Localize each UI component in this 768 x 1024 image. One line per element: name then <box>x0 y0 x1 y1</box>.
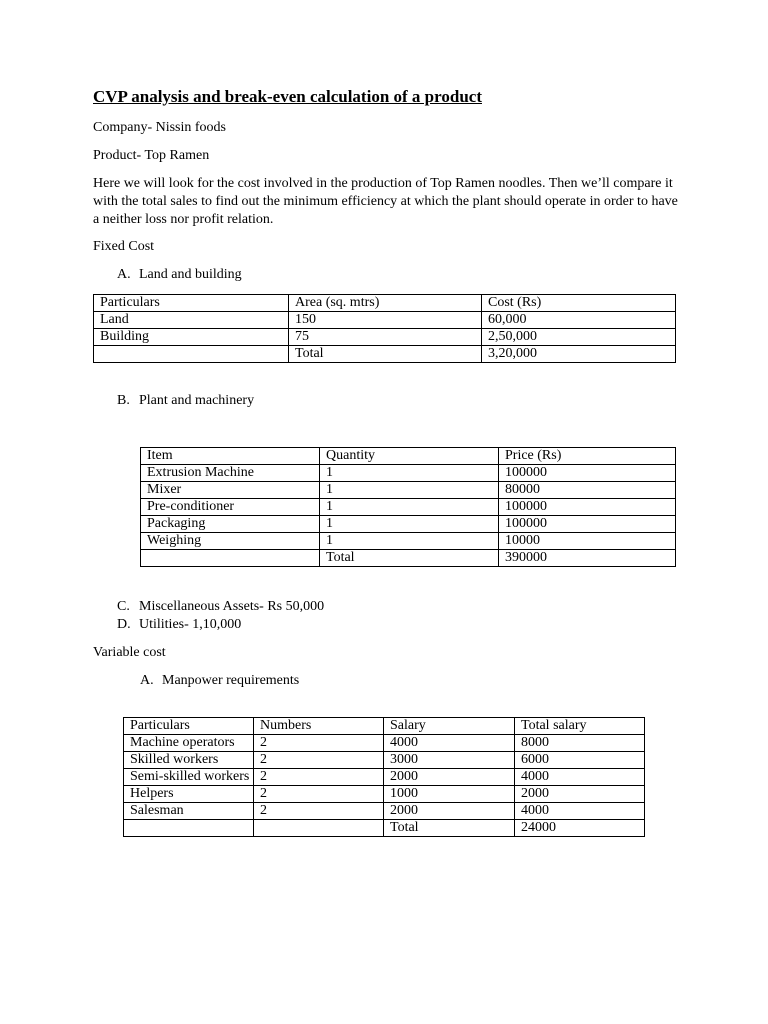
table-cell: Packaging <box>141 516 320 533</box>
table-header-row <box>94 295 676 312</box>
table-cell: 2000 <box>384 769 515 786</box>
table-cell: 2000 <box>515 786 645 803</box>
table-header-cell: Cost (Rs) <box>482 295 676 312</box>
table-cell: Machine operators <box>124 735 254 752</box>
company-line: Company- Nissin foods <box>93 120 226 135</box>
table-header-cell: Particulars <box>94 295 289 312</box>
intro-paragraph: Here we will look for the cost involved in the production of Top Ramen noodles. Then we’ll compare it with the total sales to find out the minimum efficiency at which the plant should operate in order to have a neither loss nor profit relation. <box>93 176 678 227</box>
item-label: Plant and machinery <box>139 393 255 408</box>
item-label: Land and building <box>139 267 242 282</box>
item-letter: B. <box>117 393 130 408</box>
table-header-cell: Salary <box>384 718 515 735</box>
table-cell: 2 <box>254 769 384 786</box>
product-line: Product- Top Ramen <box>93 148 210 163</box>
table-cell: Extrusion Machine <box>141 465 320 482</box>
table-header-cell: Numbers <box>254 718 384 735</box>
table-cell: 75 <box>289 329 482 346</box>
variable-item-a <box>140 672 299 689</box>
table-cell: 1 <box>320 533 499 550</box>
plant-machinery-table <box>140 447 676 567</box>
table-cell: 80000 <box>499 482 676 499</box>
table-cell: 60,000 <box>482 312 676 329</box>
table-cell: 2000 <box>384 803 515 820</box>
table-cell: Total <box>289 346 482 363</box>
table-row <box>124 735 645 752</box>
table-header-cell: Quantity <box>320 448 499 465</box>
table-cell: 3,20,000 <box>482 346 676 363</box>
table-header-cell: Total salary <box>515 718 645 735</box>
fixed-cost-heading: Fixed Cost <box>93 239 155 254</box>
table-cell: Pre-conditioner <box>141 499 320 516</box>
table-cell: 100000 <box>499 465 676 482</box>
table-cell: Land <box>94 312 289 329</box>
table-header-cell: Price (Rs) <box>499 448 676 465</box>
table-cell: 2 <box>254 735 384 752</box>
table-cell: 24000 <box>515 820 645 837</box>
table-cell: 8000 <box>515 735 645 752</box>
table-row <box>124 803 645 820</box>
table-cell: 1000 <box>384 786 515 803</box>
table-cell: Skilled workers <box>124 752 254 769</box>
table-row <box>141 499 676 516</box>
table-cell: 390000 <box>499 550 676 567</box>
table-cell: 1 <box>320 499 499 516</box>
table-cell: Salesman <box>124 803 254 820</box>
table-row <box>124 786 645 803</box>
item-label: Utilities- 1,10,000 <box>139 617 242 632</box>
page-title: CVP analysis and break-even calculation of a product <box>93 87 482 106</box>
table-row <box>124 752 645 769</box>
table-cell: 4000 <box>515 803 645 820</box>
item-letter: A. <box>117 267 131 282</box>
table-cell <box>94 346 289 363</box>
variable-cost-heading: Variable cost <box>93 645 166 660</box>
table-row <box>141 465 676 482</box>
table-cell: Semi-skilled workers <box>124 769 254 786</box>
table-row <box>124 769 645 786</box>
table-cell: 100000 <box>499 499 676 516</box>
fixed-item-b <box>117 392 254 409</box>
table-cell <box>254 820 384 837</box>
table-header-cell: Item <box>141 448 320 465</box>
fixed-item-c <box>117 598 324 615</box>
item-label: Manpower requirements <box>162 673 300 688</box>
table-cell: 1 <box>320 516 499 533</box>
table-cell: Total <box>320 550 499 567</box>
table-header-cell: Particulars <box>124 718 254 735</box>
table-cell <box>124 820 254 837</box>
table-cell: 10000 <box>499 533 676 550</box>
table-header-row <box>141 448 676 465</box>
table-cell: 6000 <box>515 752 645 769</box>
item-letter: C. <box>117 599 130 614</box>
table-cell: Mixer <box>141 482 320 499</box>
table-row <box>141 516 676 533</box>
item-letter: A. <box>140 673 154 688</box>
table-cell: Building <box>94 329 289 346</box>
fixed-item-d <box>117 616 241 633</box>
table-cell: 3000 <box>384 752 515 769</box>
table-row <box>94 312 676 329</box>
manpower-table <box>123 717 645 837</box>
table-cell: Helpers <box>124 786 254 803</box>
table-cell: 150 <box>289 312 482 329</box>
table-cell: 2 <box>254 786 384 803</box>
table-cell: 2 <box>254 752 384 769</box>
table-row <box>141 550 676 567</box>
table-header-row <box>124 718 645 735</box>
table-cell: 1 <box>320 482 499 499</box>
table-cell: Weighing <box>141 533 320 550</box>
table-header-cell: Area (sq. mtrs) <box>289 295 482 312</box>
fixed-item-a <box>117 266 242 283</box>
table-row <box>94 346 676 363</box>
land-building-table <box>93 294 676 363</box>
table-cell: 4000 <box>515 769 645 786</box>
table-cell <box>141 550 320 567</box>
table-row <box>94 329 676 346</box>
table-cell: 4000 <box>384 735 515 752</box>
table-cell: 100000 <box>499 516 676 533</box>
table-row <box>141 533 676 550</box>
table-cell: 2,50,000 <box>482 329 676 346</box>
table-cell: Total <box>384 820 515 837</box>
table-row <box>141 482 676 499</box>
table-cell: 1 <box>320 465 499 482</box>
table-cell: 2 <box>254 803 384 820</box>
item-label: Miscellaneous Assets- Rs 50,000 <box>139 599 325 614</box>
table-row <box>124 820 645 837</box>
item-letter: D. <box>117 617 131 632</box>
